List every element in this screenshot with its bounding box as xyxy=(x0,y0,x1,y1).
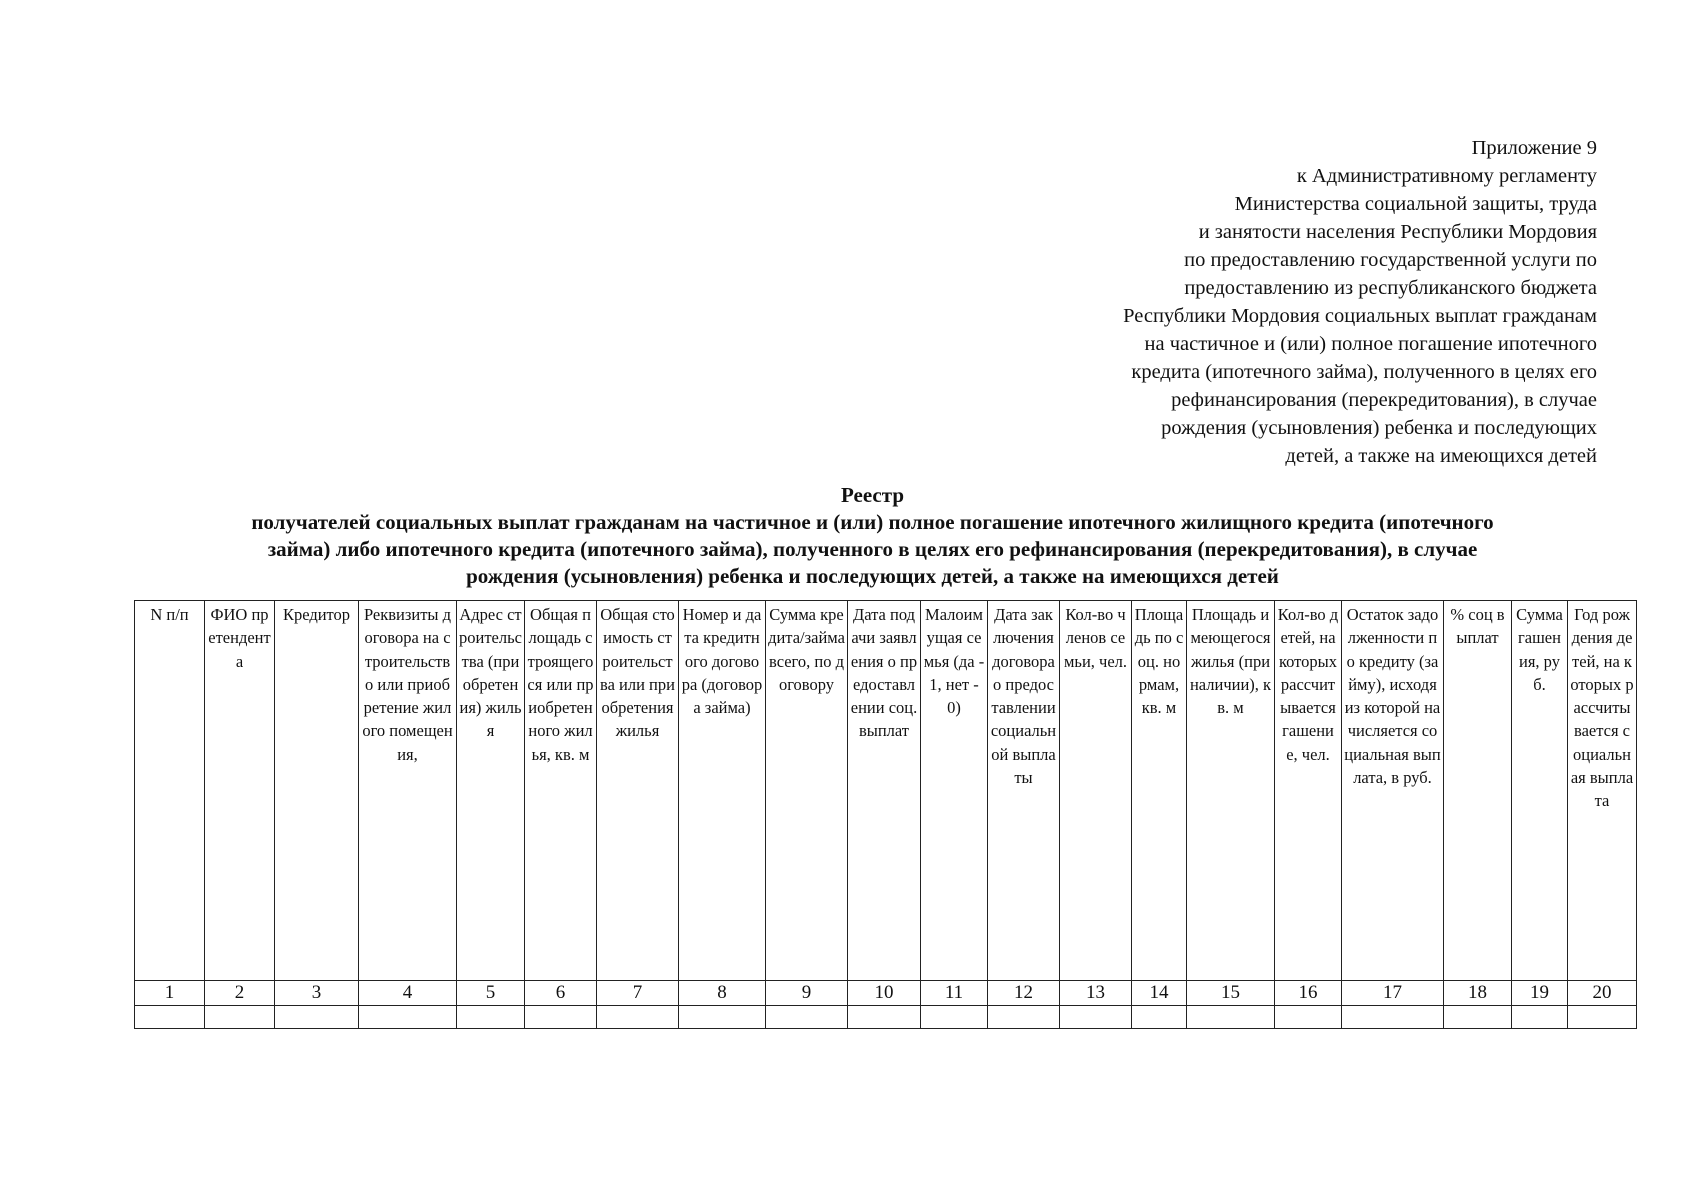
table-cell xyxy=(525,1006,597,1029)
appendix-line: детей, а также на имеющихся детей xyxy=(1285,445,1597,467)
column-header: N п/п xyxy=(135,601,205,981)
column-number: 19 xyxy=(1512,981,1568,1006)
column-header: Кол-во детей, на которых рассчитывается гашение, чел. xyxy=(1275,601,1342,981)
appendix-block xyxy=(957,134,1597,470)
table-cell xyxy=(848,1006,921,1029)
column-header: Реквизиты договора на строительство или приобретение жилого помещения, xyxy=(359,601,457,981)
column-header: % соц выплат xyxy=(1444,601,1512,981)
column-number: 4 xyxy=(359,981,457,1006)
table-cell xyxy=(1132,1006,1187,1029)
table-cell xyxy=(205,1006,275,1029)
appendix-line: на частичное и (или) полное погашение ипотечного xyxy=(1144,333,1597,355)
column-header: Кредитор xyxy=(275,601,359,981)
column-header: Год рождения детей, на которых рассчитывается социальная выплата xyxy=(1568,601,1637,981)
table-cell xyxy=(457,1006,525,1029)
table-cell xyxy=(921,1006,988,1029)
column-header: Общая площадь строящегося или приобретенного жилья, кв. м xyxy=(525,601,597,981)
table-cell xyxy=(679,1006,766,1029)
column-number: 9 xyxy=(766,981,848,1006)
column-header: Площадь имеющегося жилья (при наличии), кв. м xyxy=(1187,601,1275,981)
appendix-line: Министерства социальной защиты, труда xyxy=(1234,193,1597,215)
column-header: Сумма кредита/займа всего, по договору xyxy=(766,601,848,981)
column-number: 10 xyxy=(848,981,921,1006)
column-number: 5 xyxy=(457,981,525,1006)
column-number: 7 xyxy=(597,981,679,1006)
column-number: 15 xyxy=(1187,981,1275,1006)
appendix-line: кредита (ипотечного займа), полученного в целях его xyxy=(1131,361,1597,383)
column-number: 8 xyxy=(679,981,766,1006)
table-cell xyxy=(988,1006,1060,1029)
column-number: 11 xyxy=(921,981,988,1006)
title-subtitle-line: займа) либо ипотечного кредита (ипотечного займа), полученного в целях его рефинансирования (перекредитования), в случае xyxy=(267,537,1478,561)
column-header: ФИО претендента xyxy=(205,601,275,981)
header-row xyxy=(135,601,1637,981)
column-number: 2 xyxy=(205,981,275,1006)
appendix-line: предоставлению из республиканского бюджета xyxy=(1184,277,1597,299)
column-number: 13 xyxy=(1060,981,1132,1006)
title-subtitle-line: рождения (усыновления) ребенка и последующих детей, а также на имеющихся детей xyxy=(466,564,1279,588)
appendix-line: и занятости населения Республики Мордовия xyxy=(1198,221,1597,243)
appendix-line: к Административному регламенту xyxy=(1296,165,1597,187)
column-header: Общая стоимость строительства или приобретения жилья xyxy=(597,601,679,981)
column-header: Дата заключения договора о предоставлении социальной выплаты xyxy=(988,601,1060,981)
column-number: 20 xyxy=(1568,981,1637,1006)
registry-table xyxy=(134,600,1637,1029)
title-main: Реестр xyxy=(840,483,905,507)
table-cell xyxy=(1568,1006,1637,1029)
table-cell xyxy=(275,1006,359,1029)
table-cell xyxy=(597,1006,679,1029)
title-subtitle-line: получателей социальных выплат гражданам на частичное и (или) полное погашение ипотечного жилищного кредита (ипотечного xyxy=(251,510,1494,534)
column-header: Кол-во членов семьи, чел. xyxy=(1060,601,1132,981)
table-cell xyxy=(1444,1006,1512,1029)
appendix-line: Республики Мордовия социальных выплат гражданам xyxy=(1123,305,1597,327)
column-header: Площадь по соц. нормам, кв. м xyxy=(1132,601,1187,981)
empty-data-row xyxy=(135,1006,1637,1029)
table-cell xyxy=(1342,1006,1444,1029)
table-cell xyxy=(766,1006,848,1029)
document-title xyxy=(135,482,1610,590)
table-cell xyxy=(359,1006,457,1029)
column-header: Адрес строительства (приобретения) жилья xyxy=(457,601,525,981)
column-header: Малоимущая семья (да - 1, нет - 0) xyxy=(921,601,988,981)
appendix-line: рефинансирования (перекредитования), в случае xyxy=(1171,389,1597,411)
column-number: 6 xyxy=(525,981,597,1006)
column-header: Сумма гашения, руб. xyxy=(1512,601,1568,981)
table-cell xyxy=(1060,1006,1132,1029)
table-cell xyxy=(135,1006,205,1029)
column-number: 18 xyxy=(1444,981,1512,1006)
appendix-line: Приложение 9 xyxy=(1471,137,1597,159)
column-number: 1 xyxy=(135,981,205,1006)
column-number: 12 xyxy=(988,981,1060,1006)
column-header: Остаток задолженности по кредиту (займу), исходя из которой начисляется социальная выплата, в руб. xyxy=(1342,601,1444,981)
column-number-row xyxy=(135,981,1637,1006)
column-number: 3 xyxy=(275,981,359,1006)
appendix-line: рождения (усыновления) ребенка и последующих xyxy=(1161,417,1597,439)
column-header: Дата подачи заявления о предоставлении соц. выплат xyxy=(848,601,921,981)
appendix-line: по предоставлению государственной услуги по xyxy=(1184,249,1597,271)
column-header: Номер и дата кредитного договора (договора займа) xyxy=(679,601,766,981)
table-cell xyxy=(1187,1006,1275,1029)
column-number: 16 xyxy=(1275,981,1342,1006)
column-number: 17 xyxy=(1342,981,1444,1006)
table-cell xyxy=(1275,1006,1342,1029)
table-cell xyxy=(1512,1006,1568,1029)
column-number: 14 xyxy=(1132,981,1187,1006)
